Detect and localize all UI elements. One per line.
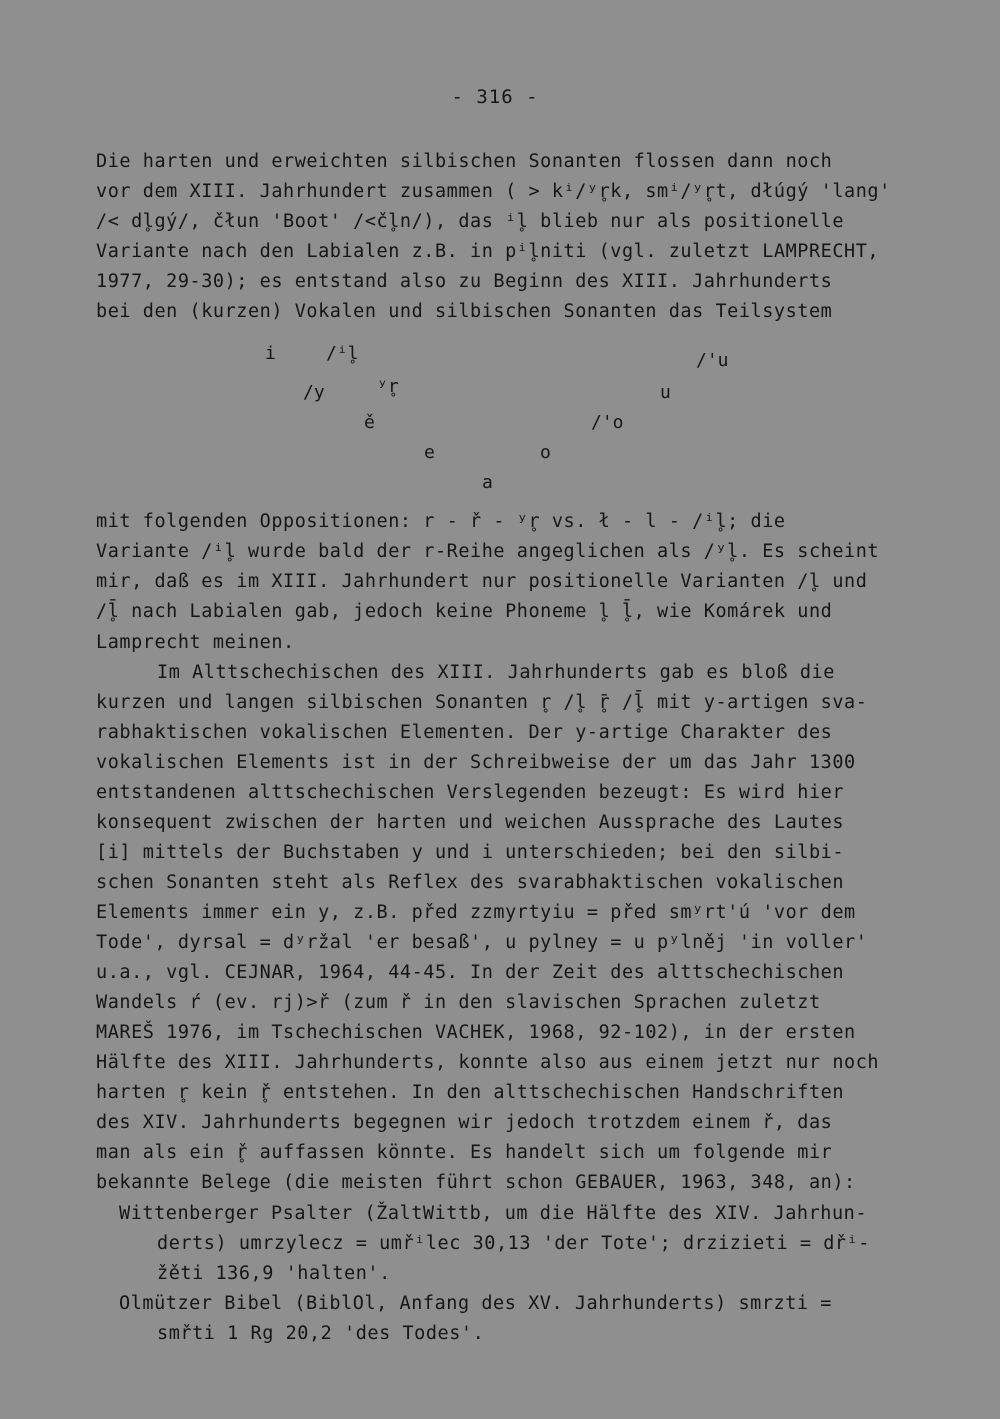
text-line: Die harten und erweichten silbischen Sonanten flossen dann noch: [96, 151, 833, 172]
text-line: mit folgenden Oppositionen: r - ř - ʸr̥ vs. ł - l - /ⁱl̥; die: [96, 511, 786, 532]
text-line: Lamprecht meinen.: [96, 632, 295, 653]
system-a: a: [482, 472, 493, 493]
system-yr: ʸr̥: [377, 376, 399, 397]
text-line: konsequent zwischen der harten und weichen Aussprache des Lautes: [96, 812, 845, 833]
reference-line: derts) umrzylecz = umřⁱlec 30,13 'der Tote'; drzizieti = dřⁱ-: [157, 1233, 870, 1254]
text-line: Variante nach den Labialen z.B. in pⁱl̥niti (vgl. zuletzt LAMPRECHT,: [96, 241, 880, 262]
system-il: /ⁱl̥: [326, 343, 359, 364]
system-y: /y: [303, 382, 325, 403]
system-o-soft: /'o: [591, 412, 624, 433]
text-line: /< dl̥gý/, čłun 'Boot' /<čl̥n/), das ⁱl̥ blieb nur als positionelle: [96, 211, 845, 232]
text-line: Tode', dyrsal = dʸržal 'er besaß', u pylney = u pʸlněj 'in voller': [96, 932, 868, 953]
text-line: /l̥̄ nach Labialen gab, jedoch keine Phoneme l̥ l̥̄, wie Komárek und: [96, 601, 833, 622]
text-line: rabhaktischen vokalischen Elementen. Der y-artige Charakter des: [96, 722, 833, 743]
system-e-caron: ě: [364, 412, 375, 433]
system-i: i: [265, 343, 276, 364]
reference-line: Olmützer Bibel (BiblOl, Anfang des XV. Jahrhunderts) smrzti =: [119, 1293, 832, 1314]
text-line: u.a., vgl. CEJNAR, 1964, 44-45. In der Zeit des alttschechischen: [96, 962, 845, 983]
system-o: o: [540, 442, 551, 463]
text-line: MAREŠ 1976, im Tschechischen VACHEK, 1968, 92-102), in der ersten: [96, 1022, 856, 1043]
text-line: kurzen und langen silbischen Sonanten r̥ /l̥ r̥̄ /l̥̄ mit y-artigen sva-: [96, 692, 868, 713]
text-line: Hälfte des XIII. Jahrhunderts, konnte also aus einem jetzt nur noch: [96, 1052, 880, 1073]
text-line: mir, daß es im XIII. Jahrhundert nur positionelle Varianten /l̥ und: [96, 571, 868, 592]
system-e: e: [424, 442, 435, 463]
text-line: vokalischen Elements ist in der Schreibweise der um das Jahr 1300: [96, 752, 856, 773]
text-line: man als ein ř̥ auffassen könnte. Es handelt sich um folgende mir: [96, 1142, 833, 1163]
reference-line: žěti 136,9 'halten'.: [157, 1263, 391, 1284]
text-line: bei den (kurzen) Vokalen und silbischen Sonanten das Teilsystem: [96, 301, 833, 322]
system-u: u: [660, 382, 671, 403]
text-line: bekannte Belege (die meisten führt schon GEBAUER, 1963, 348, an):: [96, 1172, 856, 1193]
system-u-soft: /'u: [696, 350, 729, 371]
text-line: Wandels ŕ (ev. rj)>ř (zum ř in den slavischen Sprachen zuletzt: [96, 992, 821, 1013]
text-line: 1977, 29-30); es entstand also zu Beginn des XIII. Jahrhunderts: [96, 271, 833, 292]
text-line: Variante /ⁱl̥ wurde bald der r-Reihe angeglichen als /ʸl̥. Es scheint: [96, 541, 880, 562]
reference-line: smřti 1 Rg 20,2 'des Todes'.: [157, 1323, 485, 1344]
text-line: vor dem XIII. Jahrhundert zusammen ( > kⁱ/ʸr̥k, smⁱ/ʸr̥t, dłúgý 'lang': [96, 181, 891, 202]
text-line: schen Sonanten steht als Reflex des svarabhaktischen vokalischen: [96, 872, 845, 893]
text-line: Elements immer ein y, z.B. před zzmyrtyiu = před smʸrt'ú 'vor dem: [96, 902, 856, 923]
text-line: Im Alttschechischen des XIII. Jahrhunderts gab es bloß die: [157, 662, 835, 683]
text-line: des XIV. Jahrhunderts begegnen wir jedoch trotzdem einem ř, das: [96, 1112, 833, 1133]
text-line: [i] mittels der Buchstaben y und i unterschieden; bei den silbi-: [96, 842, 845, 863]
text-line: entstandenen alttschechischen Verslegenden bezeugt: Es wird hier: [96, 782, 845, 803]
page-number: - 316 -: [451, 86, 539, 108]
reference-line: Wittenberger Psalter (ŽaltWittb, um die Hälfte des XIV. Jahrhun-: [119, 1203, 868, 1224]
text-line: harten r̥ kein ř̥ entstehen. In den alttschechischen Handschriften: [96, 1082, 845, 1103]
